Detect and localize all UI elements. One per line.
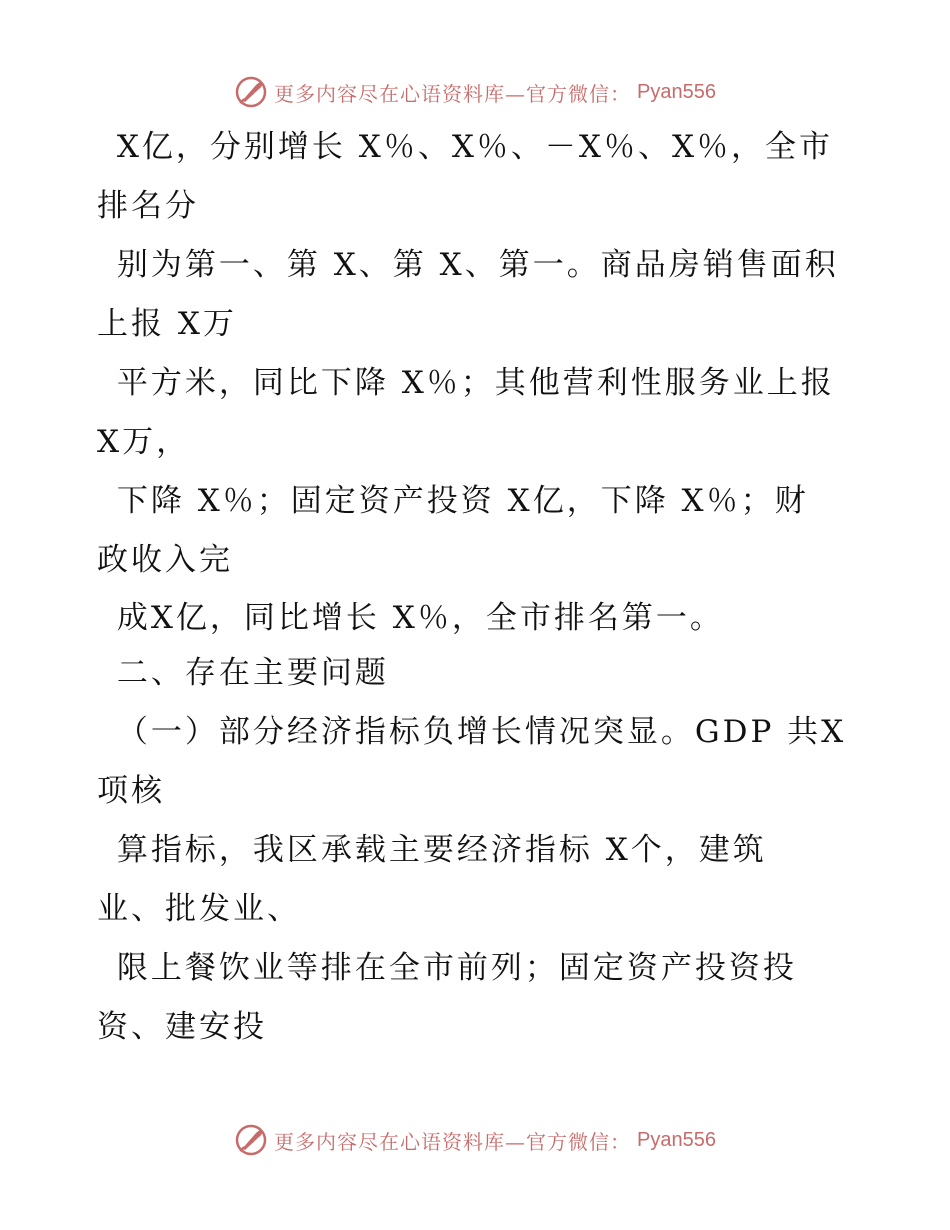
paragraph-line: 限上餐饮业等排在全市前列；固定资产投资投 [104,950,797,986]
paragraph-line: 排名分 [97,188,199,224]
paragraph-line: 资、建安投 [97,1009,267,1045]
footer-watermark [0,1120,950,1160]
paragraph-line: 别为第一、第 X、第 X、第一。商品房销售面积 [104,247,839,283]
paragraph-line: 算指标，我区承载主要经济指标 X个，建筑 [104,832,767,868]
paragraph-line: X亿，分别增长 X％、X％、－X％、X％，全市 [104,129,834,165]
paragraph-line: 政收入完 [97,542,233,578]
watermark-wechat-id: Pyan556 [637,1128,716,1151]
watermark-text: 更多内容尽在心语资料库—官方微信： [274,81,632,106]
paragraph-line: 业、批发业、 [97,891,301,927]
paragraph-line: 下降 X％；固定资产投资 X亿，下降 X％；财 [104,483,809,519]
paragraph-line: 上报 X万 [97,306,237,342]
section-heading: 二、存在主要问题 [104,655,389,691]
paragraph-line: 成X亿，同比增长 X％，全市排名第一。 [104,600,724,636]
paragraph-line: 项核 [97,773,165,809]
quill-pen-logo-icon [234,1123,268,1157]
watermark-wechat-id: Pyan556 [637,80,716,103]
watermark-text: 更多内容尽在心语资料库—官方微信： [274,1129,632,1154]
subsection-heading: （一）部分经济指标负增长情况突显。GDP 共X [104,714,847,750]
paragraph-line: 平方米，同比下降 X％；其他营利性服务业上报 [104,365,835,401]
paragraph-line: X万， [97,424,191,460]
